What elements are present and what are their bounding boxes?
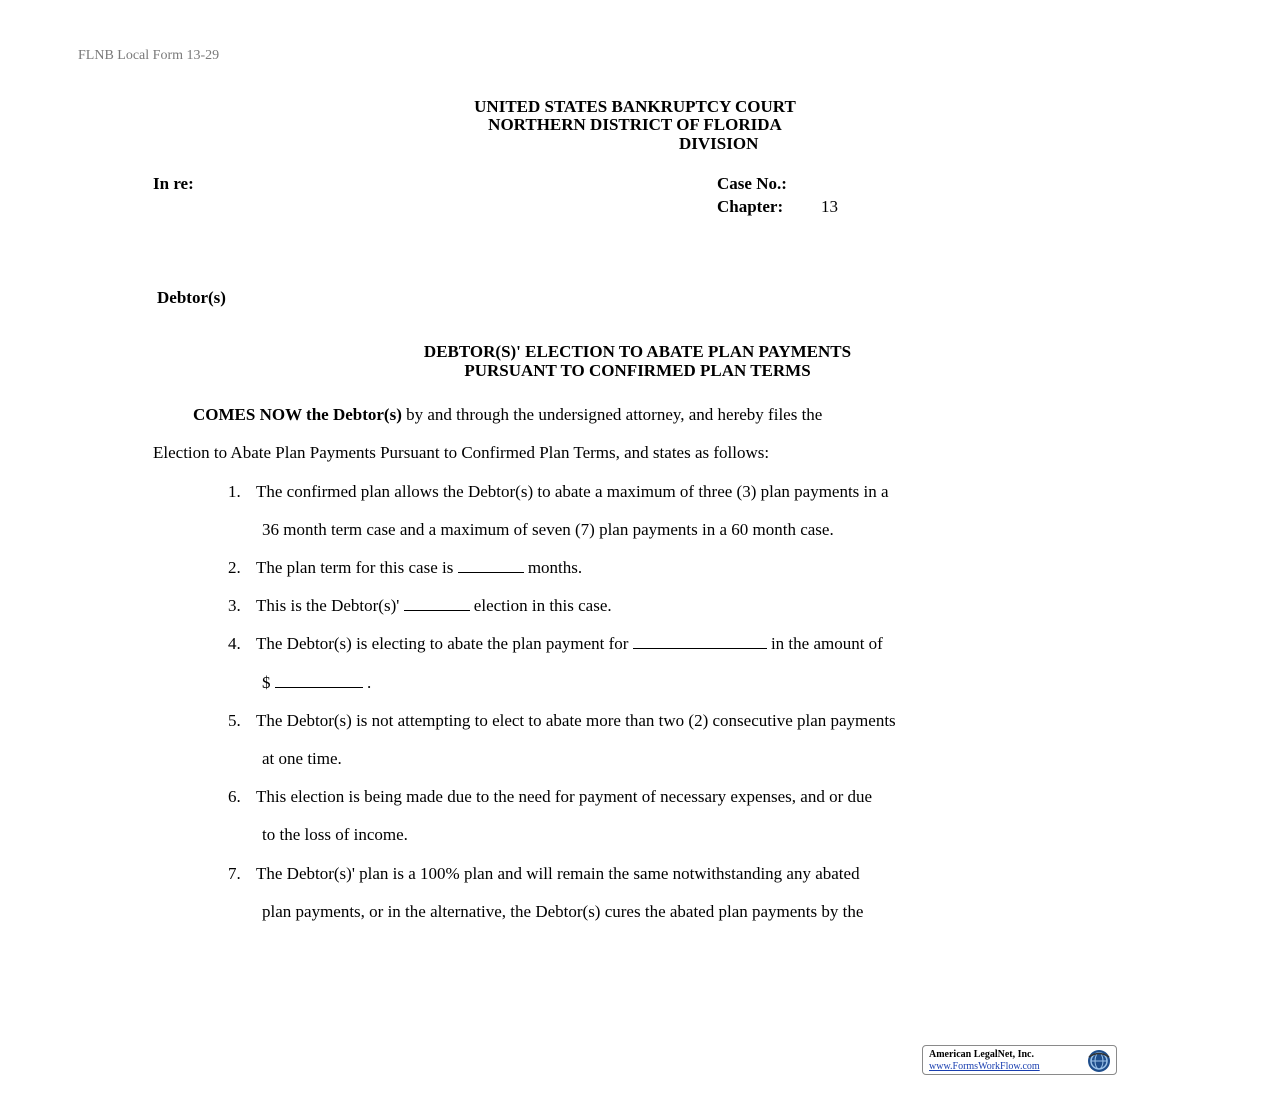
- item-4-line-2: [262, 673, 371, 693]
- document-title: DEBTOR(S)' ELECTION TO ABATE PLAN PAYMENTS: [423, 342, 852, 361]
- item-3-line: [256, 596, 612, 616]
- item-3-text-after: election in this case.: [473, 596, 612, 615]
- item-7-line-1: The Debtor(s)' plan is a 100% plan and will remain the same notwithstanding any abated: [256, 864, 860, 883]
- item-5-number: 5.: [228, 711, 241, 730]
- item-4-text-after: in the amount of: [770, 634, 883, 653]
- item-2-text: The plan term for this case is: [256, 558, 454, 577]
- item-4-period: .: [367, 673, 372, 692]
- item-2-number: 2.: [228, 558, 241, 577]
- case-no-label: Case No.:: [717, 174, 787, 193]
- item-1-line-1: The confirmed plan allows the Debtor(s) to abate a maximum of three (3) plan payments in a: [256, 482, 889, 501]
- abate-amount-blank[interactable]: [275, 674, 363, 688]
- intro-bold-lead: COMES NOW the Debtor(s): [193, 405, 402, 424]
- dollar-sign: $: [262, 673, 271, 692]
- debtor-label: Debtor(s): [157, 288, 226, 307]
- item-6-line-1: This election is being made due to the need for payment of necessary expenses, and or due: [256, 787, 873, 806]
- item-4-text: The Debtor(s) is electing to abate the plan payment for: [256, 634, 629, 653]
- election-ordinal-blank[interactable]: [404, 597, 470, 611]
- item-3-text: This is the Debtor(s)': [256, 596, 400, 615]
- intro-line-1: [193, 405, 822, 425]
- chapter-value: 13: [821, 197, 838, 216]
- court-district: NORTHERN DISTRICT OF FLORIDA: [488, 115, 782, 134]
- footer-url-link[interactable]: www.FormsWorkFlow.com: [929, 1061, 1040, 1072]
- in-re-label: In re:: [153, 174, 194, 193]
- item-4-line-1: [256, 634, 883, 654]
- footer-logo-badge[interactable]: [922, 1045, 1117, 1075]
- item-2-text-after: months.: [527, 558, 583, 577]
- footer-company-name: American LegalNet, Inc.: [929, 1049, 1034, 1060]
- court-division: DIVISION: [679, 134, 759, 153]
- item-2-line: [256, 558, 582, 578]
- item-1-line-2: 36 month term case and a maximum of seven (7) plan payments in a 60 month case.: [262, 520, 834, 539]
- globe-icon: [1086, 1048, 1112, 1074]
- intro-line-1-rest: by and through the undersigned attorney, and hereby files the: [401, 405, 823, 424]
- item-7-number: 7.: [228, 864, 241, 883]
- item-7-line-2: plan payments, or in the alternative, the Debtor(s) cures the abated plan payments by the: [262, 902, 864, 921]
- item-6-line-2: to the loss of income.: [262, 825, 408, 844]
- item-5-line-1: The Debtor(s) is not attempting to elect to abate more than two (2) consecutive plan payments: [256, 711, 896, 730]
- form-id: FLNB Local Form 13-29: [78, 48, 220, 63]
- item-5-line-2: at one time.: [262, 749, 342, 768]
- item-1-number: 1.: [228, 482, 241, 501]
- item-3-number: 3.: [228, 596, 241, 615]
- chapter-label: Chapter:: [717, 197, 784, 216]
- item-4-number: 4.: [228, 634, 241, 653]
- intro-line-2: Election to Abate Plan Payments Pursuant to Confirmed Plan Terms, and states as follows:: [153, 443, 770, 462]
- court-name: UNITED STATES BANKRUPTCY COURT: [474, 97, 796, 116]
- plan-term-blank[interactable]: [458, 559, 524, 573]
- abate-period-blank[interactable]: [633, 635, 767, 649]
- document-subtitle: PURSUANT TO CONFIRMED PLAN TERMS: [464, 361, 811, 380]
- item-6-number: 6.: [228, 787, 241, 806]
